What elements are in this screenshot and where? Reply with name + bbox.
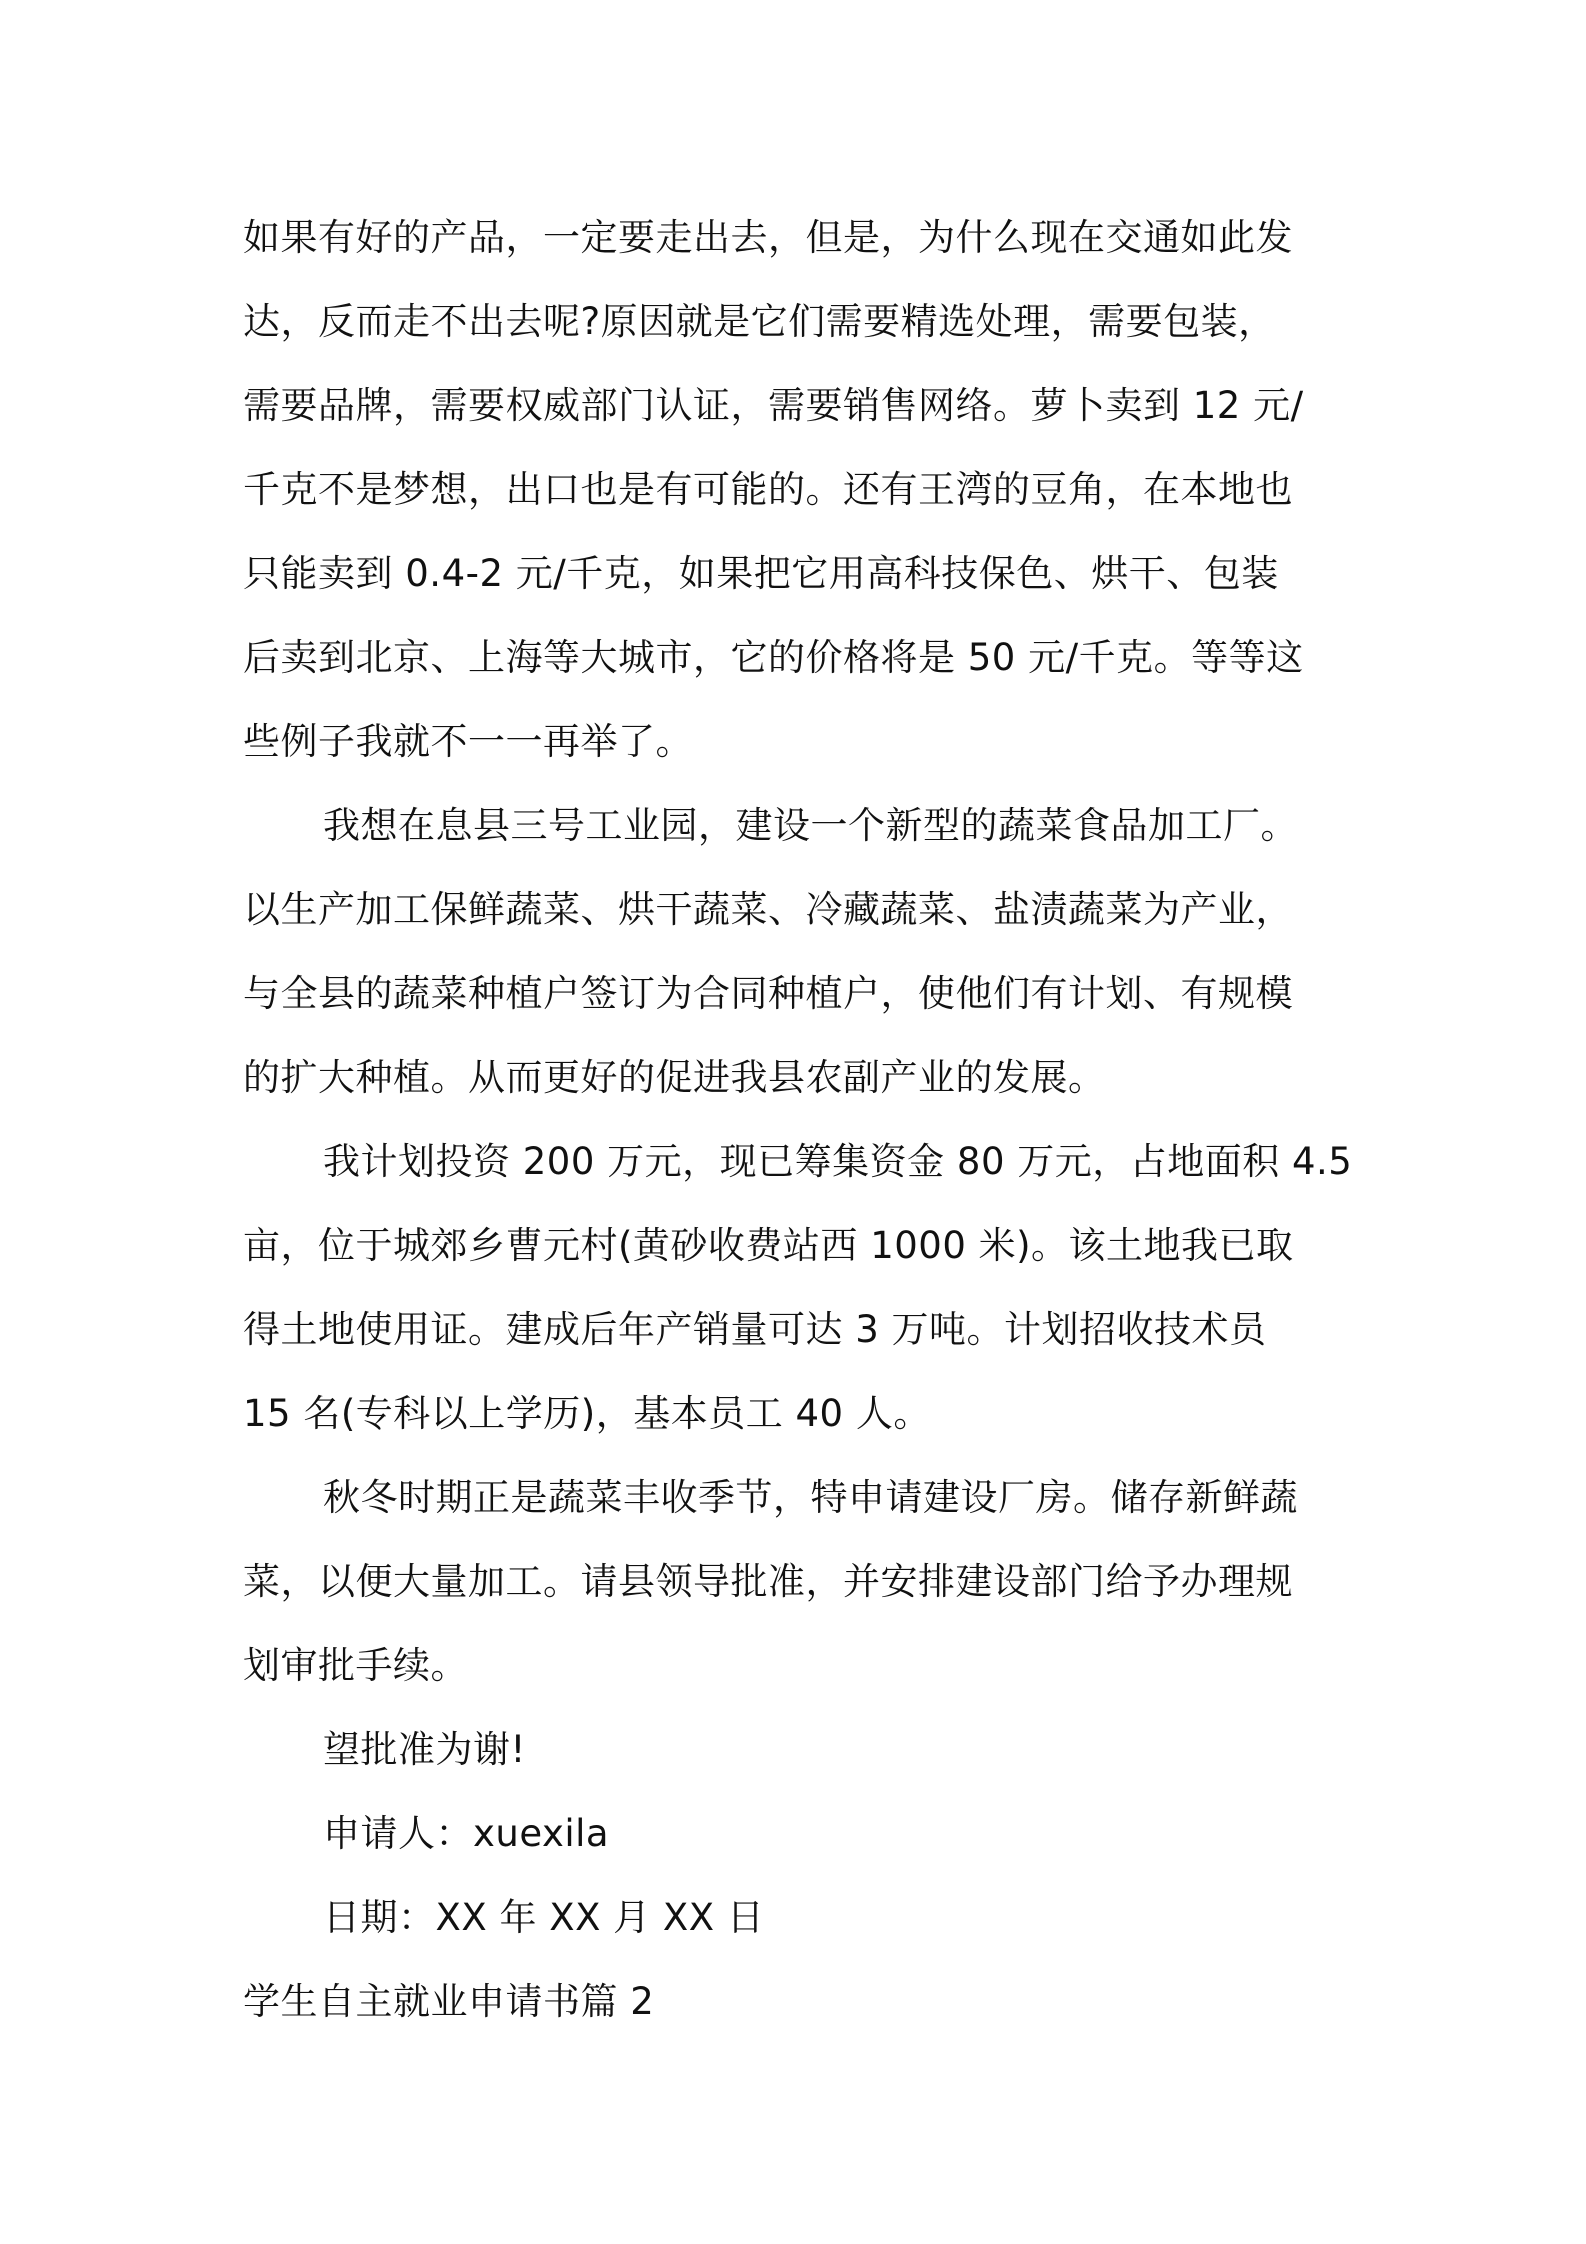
paragraph-factory-plan [243,784,1355,1120]
paragraph-request [243,1456,1355,1708]
document-body [243,196,1355,2044]
paragraph-product-promotion [243,196,1355,784]
paragraph-line: 如果有好的产品，一定要走出去，但是，为什么现在交通如此发 [243,216,1293,259]
next-section-title: 学生自主就业申请书篇 2 [243,1980,655,2023]
paragraph-line: 千克不是梦想，出口也是有可能的。还有王湾的豆角，在本地也 [243,468,1293,511]
paragraph-line: 我想在息县三号工业园，建设一个新型的蔬菜食品加工厂。 [323,804,1298,847]
paragraph-line: 与全县的蔬菜种植户签订为合同种植户，使他们有计划、有规模 [243,972,1293,1015]
paragraph-line: 达，反而走不出去呢?原因就是它们需要精选处理，需要包装， [243,300,1276,343]
paragraph-line: 的扩大种植。从而更好的促进我县农副产业的发展。 [243,1056,1106,1099]
date-line: 日期：XX 年 XX 月 XX 日 [323,1896,765,1939]
applicant-line: 申请人：xuexila [323,1812,610,1855]
paragraph-line: 15 名(专科以上学历)，基本员工 40 人。 [243,1392,931,1435]
paragraph-line: 些例子我就不一一再举了。 [243,720,693,763]
paragraph-investment [243,1120,1355,1456]
closing-line: 望批准为谢! [323,1728,526,1771]
paragraph-line: 得土地使用证。建成后年产销量可达 3 万吨。计划招收技术员 [243,1308,1267,1351]
paragraph-line: 我计划投资 200 万元，现已筹集资金 80 万元，占地面积 4.5 [323,1140,1353,1183]
paragraph-line: 以生产加工保鲜蔬菜、烘干蔬菜、冷藏蔬菜、盐渍蔬菜为产业， [243,888,1293,931]
paragraph-line: 需要品牌，需要权威部门认证，需要销售网络。萝卜卖到 12 元/ [243,384,1304,427]
paragraph-line: 只能卖到 0.4-2 元/千克，如果把它用高科技保色、烘干、包装 [243,552,1279,595]
paragraph-line: 菜，以便大量加工。请县领导批准，并安排建设部门给予办理规 [243,1560,1293,1603]
paragraph-line: 后卖到北京、上海等大城市，它的价格将是 50 元/千克。等等这 [243,636,1304,679]
paragraph-line: 划审批手续。 [243,1644,468,1687]
paragraph-line: 秋冬时期正是蔬菜丰收季节，特申请建设厂房。储存新鲜蔬 [323,1476,1298,1519]
paragraph-line: 亩，位于城郊乡曹元村(黄砂收费站西 1000 米)。该土地我已取 [243,1224,1294,1267]
